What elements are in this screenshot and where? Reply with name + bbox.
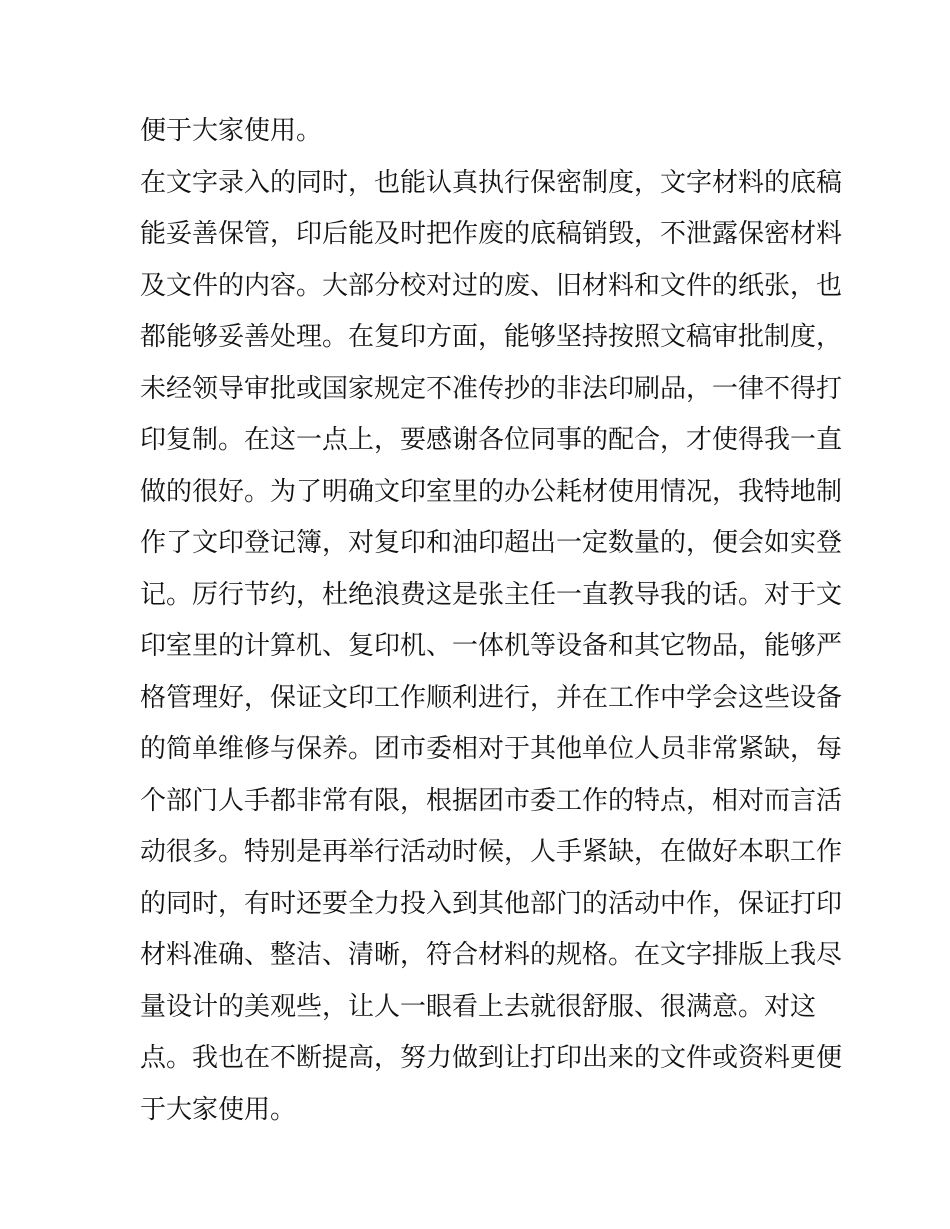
- text-line: 能妥善保管，印后能及时把作废的底稿销毁，不泄露保密材料: [140, 219, 843, 249]
- text-line: 的同时，有时还要全力投入到其他部门的活动中作，保证打印: [140, 888, 843, 919]
- text-line: 记。厉行节约，杜绝浪费这是张主任一直教导我的话。对于文: [140, 579, 843, 610]
- text-line: 及文件的内容。大部分校对过的废、旧材料和文件的纸张，也: [140, 270, 843, 301]
- text-line: 作了文印登记簿，对复印和油印超出一定数量的，便会如实登: [140, 528, 843, 558]
- text-line: 印复制。在这一点上，要感谢各位同事的配合，才使得我一直: [140, 425, 843, 455]
- text-line: 于大家使用。: [140, 1094, 297, 1125]
- text-line: 印室里的计算机、复印机、一体机等设备和其它物品，能够严: [140, 631, 843, 661]
- text-line: 的简单维修与保养。团市委相对于其他单位人员非常紧缺，每: [140, 734, 843, 764]
- text-line: 量设计的美观些，让人一眼看上去就很舒服、很满意。对这: [140, 991, 817, 1022]
- body-text: [140, 106, 843, 1136]
- text-line: 在文字录入的同时，也能认真执行保密制度，文字材料的底稿: [140, 167, 843, 198]
- text-line: 格管理好，保证文印工作顺利进行，并在工作中学会这些设备: [140, 682, 843, 713]
- text-line: 做的很好。为了明确文印室里的办公耗材使用情况，我特地制: [140, 476, 843, 507]
- text-line: 动很多。特别是再举行活动时候，人手紧缺，在做好本职工作: [140, 837, 843, 867]
- text-line: 点。我也在不断提高，努力做到让打印出来的文件或资料更便: [140, 1043, 843, 1073]
- text-line: 都能够妥善处理。在复印方面，能够坚持按照文稿审批制度，: [140, 322, 843, 352]
- text-line: 未经领导审批或国家规定不准传抄的非法印刷品，一律不得打: [140, 373, 843, 404]
- text-line: 材料准确、整洁、清晰，符合材料的规格。在文字排版上我尽: [140, 940, 843, 970]
- text-line: 便于大家使用。: [140, 116, 323, 146]
- text-line: 个部门人手都非常有限，根据团市委工作的特点，相对而言活: [140, 785, 843, 816]
